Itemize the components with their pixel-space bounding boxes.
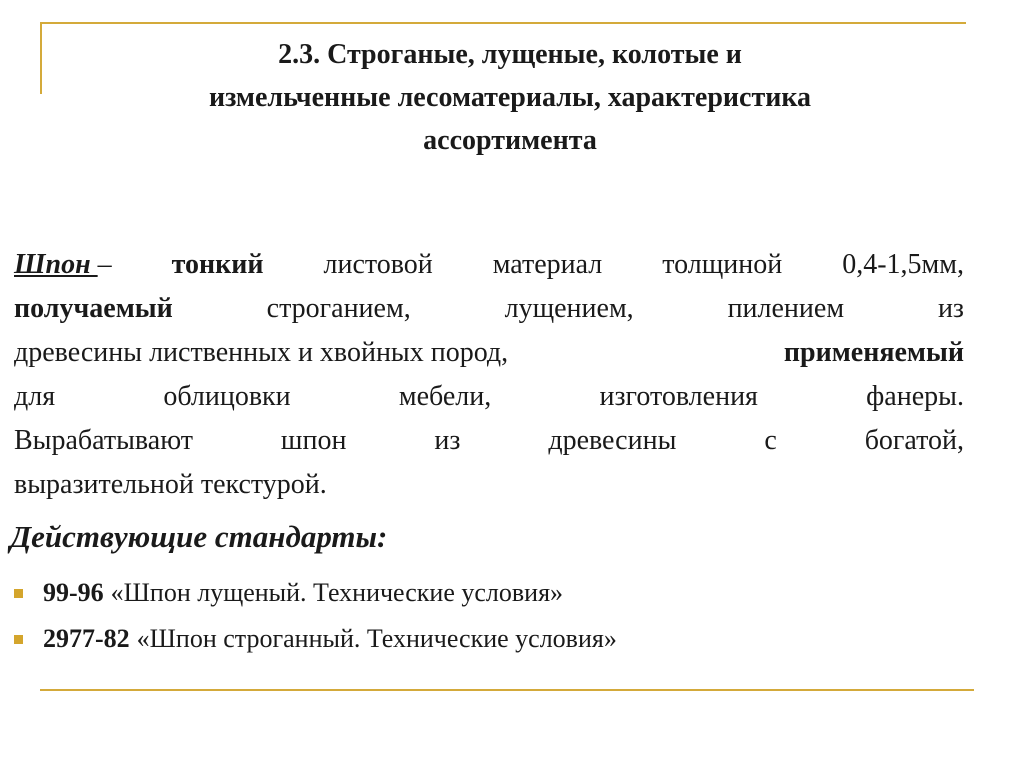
paragraph-line-6: выразительной текстурой. [14,469,327,500]
standard-name: «Шпон лущеный. Технические условия» [110,578,564,607]
standards-heading: Действующие стандарты: [10,519,388,554]
bottom-accent-rule [40,689,974,691]
slide-title [40,33,980,162]
paragraph-line-4: для облицовки мебели, изготовления фанеры. [14,381,964,412]
title-line-3: ассортимента [423,125,597,156]
paragraph-line-3: древесины лиственных и хвойных пород, применяемый [14,337,964,368]
square-bullet-icon [14,589,23,598]
list-item [14,570,617,616]
paragraph-line-1: Шпон – тонкий листовой материал толщиной 0,4-1,5мм, [14,249,964,280]
title-line-1: 2.3. Строганые, лущеные, колотые и [278,39,742,70]
standard-name: «Шпон строганный. Технические условия» [136,624,617,653]
title-line-2: измельченные лесоматериалы, характеристика [208,82,812,113]
definition-paragraph [14,243,964,507]
paragraph-line-5: Вырабатывают шпон из древесины с богатой, [14,425,964,456]
list-item [14,616,617,662]
top-accent-rule [40,22,966,24]
standards-list [14,570,617,662]
paragraph-line-2: получаемый строганием, лущением, пилением из [14,293,964,324]
standard-code: 2977-82 [43,624,130,653]
term-veneer: Шпон [14,249,98,280]
standard-code: 99-96 [43,578,104,607]
square-bullet-icon [14,635,23,644]
